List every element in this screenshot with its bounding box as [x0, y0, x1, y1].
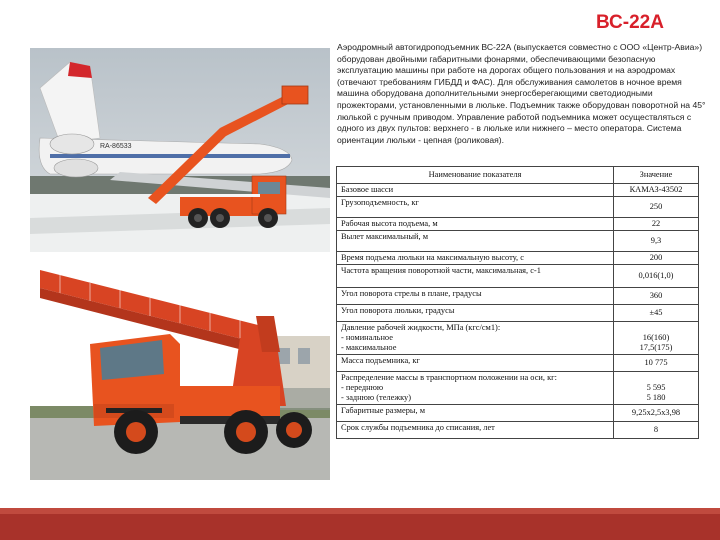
row-name: Время подъема люльки на максимальную высоту, с: [337, 252, 614, 265]
row-name: Частота вращения поворотной части, максимальная, с-1: [337, 265, 614, 288]
row-value: 16(160) 17,5(175): [614, 322, 699, 355]
photo-airfield-truck: [30, 48, 330, 252]
row-name: Вылет максимальный, м: [337, 231, 614, 252]
table-row: [337, 252, 699, 265]
row-value: 0,016(1,0): [614, 265, 699, 288]
table-row: [337, 288, 699, 305]
description-text: Аэродромный автогидроподъемник ВС-22А (выпускается совместно с ООО «Центр-Авиа») оборудован двойными габаритными фонарями, обеспечивающими безопасную эксплуатацию машины при работе на дорогах общего пользования и на аэродромах (отвечают требованиям ГИБДД и ФАС). Для обслуживания самолетов в ночное время машина оборудована дополнительными энергосберегающими светодиодными прожекторами, установленными в люльке. Подъемник также оборудован поворотной на 45° люлькой с ручным приводом. Управление работой подъемника может осуществляться с одного из двух пультов: верхнего - в люльке или нижнего – место оператора. Система ориентации люльки - цепная (роликовая).: [337, 42, 706, 145]
page-title: ВС-22А: [596, 12, 664, 33]
row-value: КАМАЗ-43502: [614, 184, 699, 197]
row-name: Габаритные размеры, м: [337, 405, 614, 422]
table-row: [337, 305, 699, 322]
row-value: 10 775: [614, 355, 699, 372]
row-name: Рабочая высота подъема, м: [337, 218, 614, 231]
row-value: 22: [614, 218, 699, 231]
specification-table: [336, 166, 699, 439]
table-row: [337, 372, 699, 405]
row-name: Угол поворота стрелы в плане, градусы: [337, 288, 614, 305]
row-value: 360: [614, 288, 699, 305]
table-row: [337, 322, 699, 355]
row-name: Грузоподъемность, кг: [337, 197, 614, 218]
table-row: [337, 231, 699, 252]
row-value: 8: [614, 422, 699, 439]
row-value: 9,3: [614, 231, 699, 252]
table-header-row: [337, 167, 699, 184]
row-name: Масса подъемника, кг: [337, 355, 614, 372]
row-value: 250: [614, 197, 699, 218]
header-value: Значение: [614, 167, 699, 184]
footer-bar-highlight: [0, 508, 720, 514]
row-value: 9,25х2,5х3,98: [614, 405, 699, 422]
table-row: [337, 184, 699, 197]
table-row: [337, 197, 699, 218]
row-name: Базовое шасси: [337, 184, 614, 197]
table-row: [337, 218, 699, 231]
row-name: Срок службы подъемника до списания, лет: [337, 422, 614, 439]
row-name: Угол поворота люльки, градусы: [337, 305, 614, 322]
table-row: [337, 265, 699, 288]
table-row: [337, 405, 699, 422]
table-row: [337, 422, 699, 439]
photo-truck-boom: [30, 256, 330, 480]
row-value: ±45: [614, 305, 699, 322]
row-name: Распределение массы в транспортном положении на оси, кг: - переднюю - заднюю (тележку): [337, 372, 614, 405]
row-name: Давление рабочей жидкости, МПа (кгс/см1): - номинальное - максимальное: [337, 322, 614, 355]
table-row: [337, 355, 699, 372]
aircraft-registration: RA-86533: [100, 143, 132, 150]
header-name: Наименование показателя: [337, 167, 614, 184]
row-value: 5 595 5 180: [614, 372, 699, 405]
row-value: 200: [614, 252, 699, 265]
